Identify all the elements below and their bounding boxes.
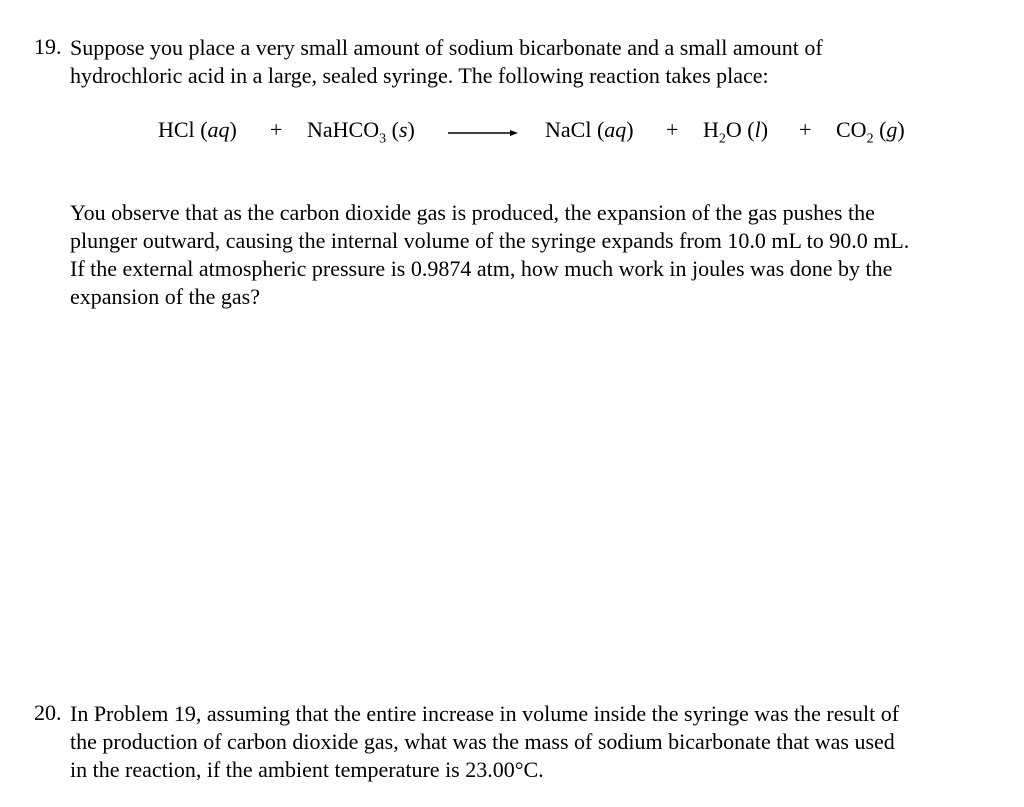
question-19-followup-line-4: expansion of the gas? xyxy=(70,284,260,309)
product-nacl-state: aq xyxy=(604,117,627,142)
question-19-followup-line-3: If the external atmospheric pressure is 0.9874 atm, how much work in joules was done by the xyxy=(70,256,893,281)
question-20-text xyxy=(70,700,1010,784)
reaction-equation xyxy=(0,116,1024,146)
reactant-hcl-formula: HCl xyxy=(158,117,195,142)
product-h2o: $H_2O$ (l) xyxy=(703,117,769,147)
question-19-number: 19. xyxy=(34,34,62,59)
plus-sign-3: + xyxy=(799,117,812,142)
reactant-nahco3-subscript: 3 xyxy=(379,131,387,147)
product-nacl-formula: NaCl xyxy=(545,117,592,142)
reaction-arrow-icon xyxy=(448,129,518,137)
question-20-line-3: in the reaction, if the ambient temperature is 23.00°C. xyxy=(70,757,544,782)
question-19-followup-line-2: plunger outward, causing the internal volume of the syringe expands from 10.0 mL to 90.0 mL. xyxy=(70,228,910,253)
question-19-line-2: hydrochloric acid in a large, sealed syringe. The following reaction takes place: xyxy=(70,63,769,88)
question-19-followup-line-1: You observe that as the carbon dioxide gas is produced, the expansion of the gas pushes the xyxy=(70,200,875,225)
question-19-followup xyxy=(70,199,1010,311)
product-h2o-formula-h: H xyxy=(703,117,719,142)
plus-sign-1: + xyxy=(270,117,283,142)
reactant-nahco3-state: s xyxy=(398,117,408,142)
question-20-line-2: the production of carbon dioxide gas, what was the mass of sodium bicarbonate that was used xyxy=(70,729,895,754)
product-h2o-formula-o: O xyxy=(725,117,742,142)
reactant-nahco3: NaHCO$_3$ (s) xyxy=(307,117,415,147)
product-h2o-state: l xyxy=(754,117,761,142)
question-20-number: 20. xyxy=(34,700,62,725)
question-19-intro xyxy=(70,34,1010,90)
plus-sign-2: + xyxy=(666,117,679,142)
reactant-nahco3-formula: NaHCO xyxy=(307,117,380,142)
product-co2-formula: CO xyxy=(836,117,867,142)
reactant-hcl-state: aq xyxy=(207,117,230,142)
reactant-hcl: HCl (aq) xyxy=(158,117,237,142)
product-nacl: NaCl (aq) xyxy=(545,117,634,142)
product-h2o-subscript: 2 xyxy=(718,131,726,147)
product-co2: $CO_2$ (g) xyxy=(836,117,905,147)
product-co2-subscript: 2 xyxy=(866,131,874,147)
question-19-line-1: Suppose you place a very small amount of sodium bicarbonate and a small amount of xyxy=(70,35,823,60)
question-20-line-1: In Problem 19, assuming that the entire increase in volume inside the syringe was the result of xyxy=(70,701,900,726)
product-co2-state: g xyxy=(886,117,898,142)
